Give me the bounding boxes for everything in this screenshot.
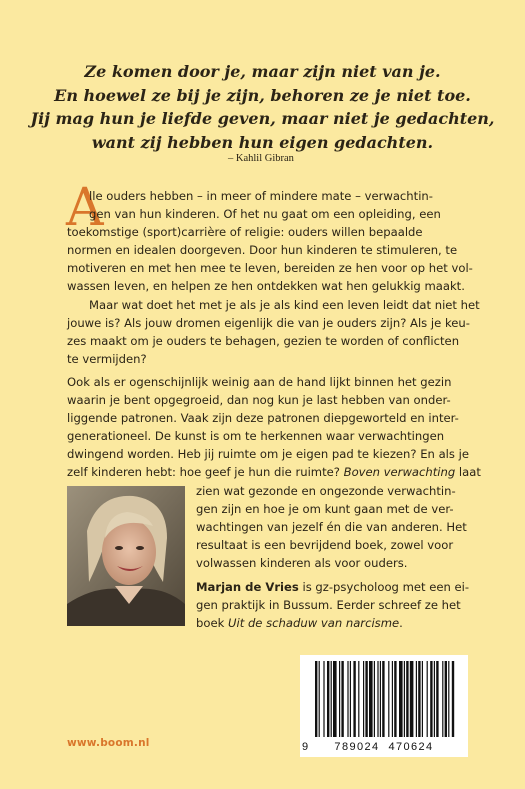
barcode-bar [377,661,378,737]
barcode-bar [363,661,364,737]
body-line: volwassen kinderen als voor ouders. [196,556,408,571]
barcode-bar [422,661,423,737]
barcode-bar [380,661,381,737]
barcode-bar [374,661,375,737]
body-line: gen zijn en hoe je om kunt gaan met de ver- [196,502,454,517]
barcode-bar [442,661,443,737]
barcode-bar [445,661,447,737]
bio-text: boek [196,616,228,631]
body-line-text: zelf kinderen hebt: hoe geef je hun die ruimte? [67,465,340,480]
bio-line: gen praktijk in Bussum. Eerder schreef ze het [196,598,461,613]
barcode-bars [305,661,463,739]
barcode-bar [406,661,408,737]
barcode-bar [418,661,420,737]
author-photo [67,486,185,626]
barcode-bar [416,661,417,737]
body-line: resultaat is een bevrijdend boek, zowel voor [196,538,454,553]
barcode-bar [331,661,332,737]
barcode-bar [434,661,435,737]
isbn-barcode [300,655,468,757]
quote-line: Jij mag hun je liefde geven, maar niet je gedachten, [30,109,495,128]
barcode-bar [333,661,337,737]
barcode-bar [410,661,414,737]
quote-line: En hoewel ze bij je zijn, behoren ze je niet toe. [54,85,471,105]
previous-book-title: Uit de schaduw van narcisme [228,616,400,631]
author-name: Marjan de Vries [196,580,299,594]
barcode-bar [358,661,359,737]
barcode-bar [430,661,432,737]
body-line: Ook als er ogenschijnlijk weinig aan de hand lijkt binnen het gezin [67,375,452,389]
isbn-group-1: 789024 [334,741,380,753]
barcode-bar [365,661,367,737]
quote-line: want zij hebben hun eigen gedachten. [91,132,434,152]
quote-line: Ze komen door je, maar zijn niet van je. [84,62,441,81]
intro-line: lle ouders hebben – in meer of mindere mate – verwachtin- [89,189,433,203]
publisher-url[interactable]: www.boom.nl [67,737,150,749]
author-portrait-image [67,486,185,626]
body-paragraph-continued [196,482,467,572]
book-title: Boven verwachting [343,465,456,480]
intro-line: normen en idealen doorgeven. Door hun kinderen te stimuleren, te [67,243,458,258]
isbn-lead-digit: 9 [302,741,310,753]
body-line: waarin je bent opgegroeid, dan nog kun je last hebben van onder- [67,393,451,408]
intro-line: motiveren en met hen mee te leven, bereiden ze hen voor op het vol- [67,261,473,276]
body-line: generationeel. De kunst is om te herkennen waar verwachtingen [67,429,445,444]
intro-line: te vermijden? [67,351,147,366]
bio-line [196,614,463,632]
barcode-bar [319,661,320,737]
barcode-bar [341,661,343,737]
barcode-bar [394,661,396,737]
barcode-bar [327,661,329,737]
isbn-number [300,741,468,753]
barcode-bar [388,661,389,737]
barcode-bar [404,661,405,737]
body-line: wachtingen van jezelf én die van anderen. Het [196,520,467,535]
body-line: dwingend worden. Heb jij ruimte om je eigen pad te kiezen? En als je [67,447,469,462]
barcode-bar [448,661,449,737]
barcode-bar [369,661,373,737]
intro-line: gen van hun kinderen. Of het nu gaat om een opleiding, een [89,207,441,222]
barcode-bar [452,661,454,737]
barcode-bar [315,661,317,737]
barcode-bar [382,661,384,737]
author-bio [196,578,470,632]
isbn-group-2: 470624 [388,741,434,753]
barcode-bar [350,661,351,737]
bio-line [196,578,470,596]
bio-text: . [399,616,403,631]
barcode-bar [392,661,393,737]
bio-text: is gz-psycholoog met een ei- [298,580,470,594]
quote-attribution: – Kahlil Gibran [228,153,294,164]
barcode-bar [339,661,340,737]
barcode-bar [347,661,348,737]
intro-line: zes maakt om je ouders te behagen, gezien te worden of conflicten [67,333,460,348]
body-line: liggende patronen. Vaak zijn deze patronen diepgeworteld en inter- [67,411,459,426]
barcode-bar [323,661,324,737]
barcode-bar [353,661,355,737]
body-line [67,463,481,481]
intro-paragraph [67,187,480,368]
intro-line: wassen leven, en helpen ze hen ontdekken wat hen gelukkig maakt. [67,279,465,294]
intro-line: toekomstige (sport)carrière of religie: ouders willen bepaalde [67,225,423,240]
body-line: zien wat gezonde en ongezonde verwachtin- [196,484,456,498]
intro-line: Maar wat doet het met je als je als kind een leven leidt dat niet het [89,297,480,312]
drop-cap: A [66,178,104,238]
body-paragraph [67,373,481,482]
body-line-text: laat [455,465,481,480]
barcode-bar [399,661,403,737]
epigraph-quote [0,60,525,154]
barcode-bar [427,661,428,737]
intro-line: jouwe is? Als jouw dromen eigenlijk die van je ouders zijn? Als je keu- [67,315,470,330]
barcode-bar [436,661,438,737]
